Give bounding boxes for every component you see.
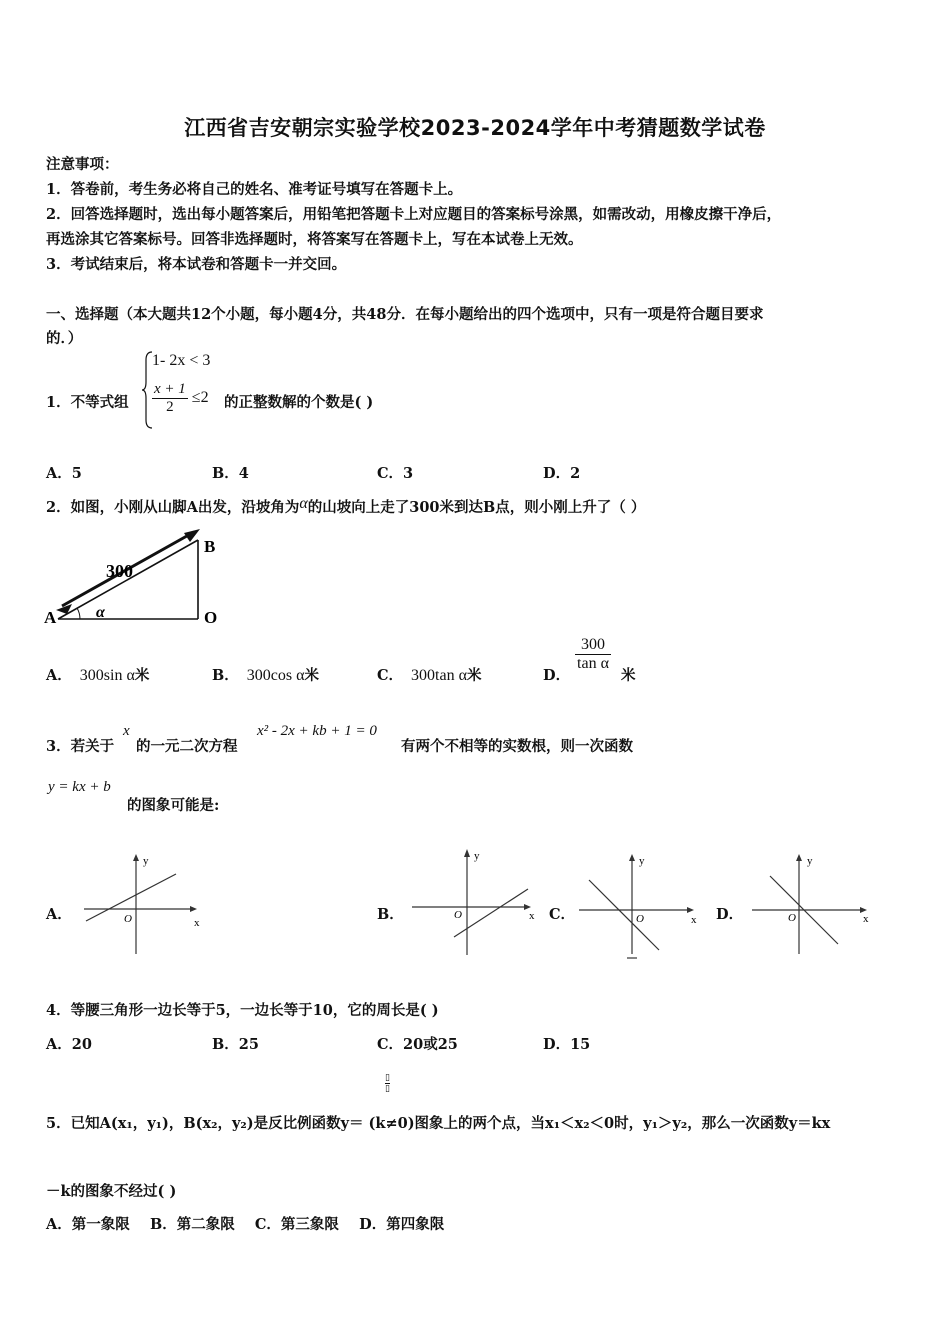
origin-label: O <box>636 913 644 925</box>
q2-slope-figure <box>40 528 230 633</box>
q5-line-2: －k的图象不经过( ) <box>46 1183 177 1200</box>
x-axis-label: x <box>691 914 697 926</box>
q3-text-a: 3．若关于 <box>46 738 115 755</box>
q2-option-d-label: D． <box>543 667 571 684</box>
q2-option-d-den: tan α <box>577 655 609 672</box>
q2-option-b <box>212 664 319 685</box>
q2-option-c-expr: 300tan α <box>411 667 467 684</box>
q2-label-a: A <box>44 608 57 627</box>
y-axis-label: y <box>639 855 645 867</box>
q2-text-b: 的山坡向上走了300米到达B点，则小刚上升了（ ） <box>307 499 646 516</box>
q3-text-d: 的图象可能是: <box>127 797 220 814</box>
q3-graph-b-line <box>454 889 528 937</box>
q2-label-o: O <box>204 608 218 627</box>
q2-option-a-label: A． <box>46 667 72 684</box>
q2-option-b-label: B． <box>212 667 239 684</box>
q3-graph-c <box>575 850 705 960</box>
q3-equation: x² - 2x + kb + 1 = 0 <box>257 723 377 739</box>
q3-option-d: D． <box>716 906 744 923</box>
note-item: 1．答卷前，考生务必将自己的姓名、准考证号填写在答题卡上。 <box>46 181 463 198</box>
q2-text-a: 2．如图，小刚从山脚A出发，沿坡角为 <box>46 499 300 516</box>
section-heading-cont: 的．） <box>46 330 83 347</box>
q4-option-d: D．15 <box>543 1036 591 1053</box>
notes-heading: 注意事项： <box>46 156 119 173</box>
q3-function: y = kx + b <box>48 779 111 795</box>
q4-text: 4．等腰三角形一边长等于5，一边长等于10，它的周长是( ) <box>46 1002 439 1019</box>
q3-graph-c-line <box>589 880 659 950</box>
q4-option-c: C．20或25 <box>377 1036 458 1053</box>
q2-option-c-label: C． <box>377 667 404 684</box>
q1-option-b: B．4 <box>212 465 249 482</box>
note-item: 2．回答选择题时，选出每小题答案后，用铅笔把答题卡上对应题目的答案标号涂黑，如需改动，用橡皮擦干净后， <box>46 206 782 223</box>
q1-prefix: 1．不等式组 <box>46 394 129 411</box>
q1-frac-den: 2 <box>166 399 174 415</box>
x-axis-label: x <box>194 917 200 929</box>
q1-inequality-2 <box>152 381 209 416</box>
q1-option-d: D．2 <box>543 465 581 482</box>
origin-label: O <box>454 909 462 921</box>
origin-label: O <box>124 913 132 925</box>
q5-options: A．第一象限 B．第二象限 C．第三象限 D．第四象限 <box>46 1216 445 1233</box>
q2-label-alpha: α <box>96 604 105 621</box>
q3-var-x: x <box>123 723 130 739</box>
page-title: 江西省吉安朝宗实验学校2023-2024学年中考猜题数学试卷 <box>184 116 766 140</box>
q3-graph-d <box>748 850 878 960</box>
q4-option-a: A．20 <box>46 1036 92 1053</box>
q2-label-300: 300 <box>106 561 133 581</box>
q5-frac-glyph-den: ▯ <box>385 1084 390 1094</box>
q1-frac-num: x + 1 <box>154 381 186 397</box>
y-axis-label: y <box>143 855 149 867</box>
q2-option-a-unit: 米 <box>134 667 150 684</box>
q3-option-a: A． <box>46 906 72 923</box>
q2-alpha: α <box>299 495 308 512</box>
q5-line-1: 5．已知A(x₁，y₁)，B(x₂，y₂)是反比例函数y＝ (k≠0)图象上的两个点，当x₁＜x₂＜0时，y₁＞y₂，那么一次函数y＝kx <box>46 1115 831 1132</box>
q4-option-b: B．25 <box>212 1036 259 1053</box>
y-axis-label: y <box>474 850 480 862</box>
q3-text-b: 的一元二次方程 <box>136 738 238 755</box>
q2-option-b-expr: 300cos α <box>246 667 305 684</box>
origin-label: O <box>788 912 796 924</box>
q3-option-c: C． <box>549 906 576 923</box>
q2-label-b: B <box>204 537 216 556</box>
y-axis-label: y <box>807 855 813 867</box>
note-item: 3．考试结束后，将本试卷和答题卡一并交回。 <box>46 256 347 273</box>
q2-option-d-frac <box>575 636 611 673</box>
x-axis-label: x <box>863 913 869 925</box>
q1-rhs: ≤2 <box>191 389 209 407</box>
q2-text <box>46 496 645 517</box>
x-axis-label: x <box>529 910 535 922</box>
q3-graph-b <box>410 845 545 960</box>
q2-option-a-expr: 300sin α <box>79 667 135 684</box>
q1-option-c: C．3 <box>377 465 414 482</box>
q3-graph-a <box>80 850 210 960</box>
q5-fraction-glyph <box>385 1073 390 1094</box>
q5-frac-glyph-num: ▯ <box>385 1073 390 1083</box>
q2-option-b-unit: 米 <box>304 667 319 684</box>
note-item: 再选涂其它答案标号。回答非选择题时，将答案写在答题卡上，写在本试卷上无效。 <box>46 231 583 248</box>
q1-suffix: 的正整数解的个数是( ) <box>224 394 374 411</box>
q2-option-d-num: 300 <box>575 636 611 655</box>
q3-text-c: 有两个不相等的实数根，则一次函数 <box>401 738 633 755</box>
q2-option-a <box>46 664 149 685</box>
section-heading: 一、选择题（本大题共12个小题，每小题4分，共48分．在每小题给出的四个选项中，只有一项是符合题目要求 <box>46 306 764 323</box>
q2-option-c-unit: 米 <box>466 667 482 684</box>
q2-option-c <box>377 664 481 685</box>
q1-inequality-1: 1- 2x < 3 <box>152 352 211 369</box>
q1-option-a: A．5 <box>46 465 82 482</box>
q2-angle-arc <box>77 608 80 619</box>
q3-option-b: B． <box>377 906 404 923</box>
q2-option-d-unit: 米 <box>621 667 636 684</box>
